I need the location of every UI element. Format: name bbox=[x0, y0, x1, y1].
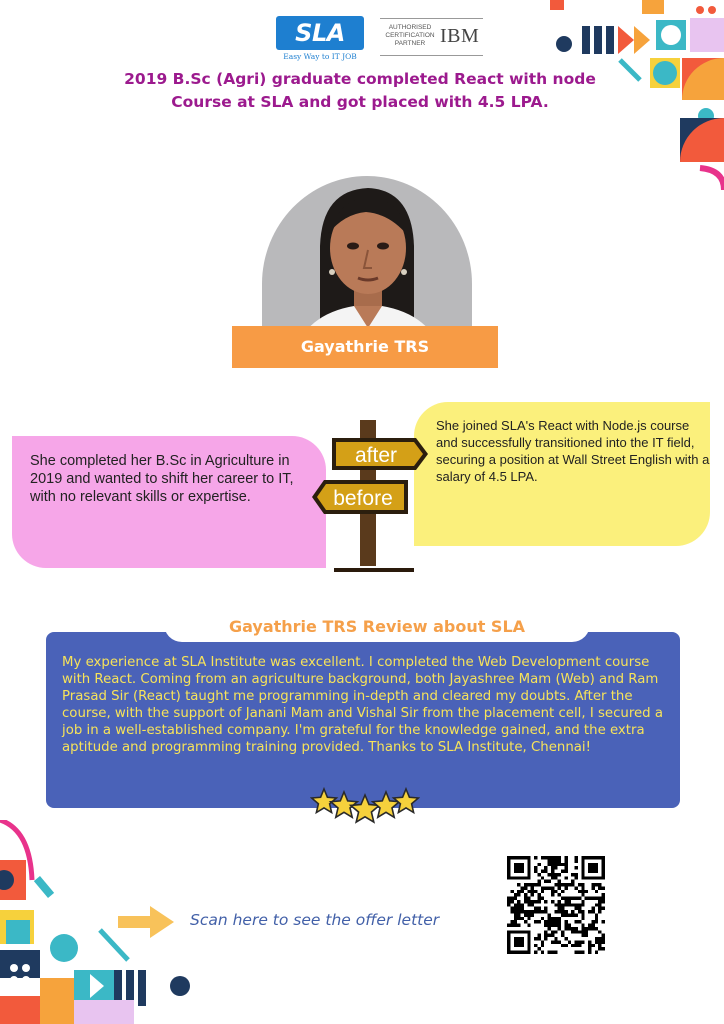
partner-divider-top bbox=[380, 18, 483, 19]
headline-line-1: 2019 B.Sc (Agri) graduate completed React with node bbox=[124, 70, 596, 88]
partner-divider-bottom bbox=[380, 55, 483, 56]
after-description: She joined SLA's React with Node.js course and successfully transitioned into the IT field, securing a position at Wall Street English with a salary of 4.5 LPA. bbox=[436, 418, 710, 484]
arrow-right-icon bbox=[116, 904, 176, 940]
partner-label-line: AUTHORISED bbox=[388, 24, 432, 31]
partner-label-line: PARTNER bbox=[394, 40, 426, 47]
star-icon bbox=[394, 789, 419, 813]
sla-logo bbox=[276, 16, 364, 60]
signpost-ground bbox=[334, 568, 408, 572]
scan-prompt: Scan here to see the offer letter bbox=[190, 911, 440, 929]
student-name: Gayathrie TRS bbox=[232, 326, 498, 368]
partner-label-line: CERTIFICATION bbox=[385, 32, 435, 39]
partner-label bbox=[380, 24, 440, 48]
after-sign-label: after bbox=[354, 444, 398, 467]
sla-logo-tagline: Easy Way to IT JOB bbox=[283, 52, 357, 61]
star-icon bbox=[373, 792, 400, 817]
sla-logo-mark: SLA bbox=[276, 16, 364, 50]
star-icon bbox=[351, 795, 380, 822]
ibm-logo: IBM bbox=[440, 25, 480, 47]
qr-code-icon[interactable] bbox=[507, 856, 605, 954]
signpost bbox=[312, 418, 432, 578]
rating-stars bbox=[310, 782, 420, 832]
headline bbox=[60, 68, 660, 114]
review-text: My experience at SLA Institute was excellent. I completed the Web Development course with React. Coming from an agriculture background, both Jayashree Mam (Web) and Ram Prasad Sir (React) taught me programming in-depth and cleared my doubts. After the course, with the support of Janani Mam and Vishal Sir from the placement cell, I secured a job in a well-established company. I'm grateful for the knowledge gained, and the extra aptitude and programming training provided. Thanks to SLA Institute, Chennai! bbox=[62, 655, 663, 755]
before-description: She completed her B.Sc in Agriculture in 2019 and wanted to shift her career to IT, with no relevant skills or expertise. bbox=[30, 453, 294, 505]
headline-line-2: Course at SLA and got placed with 4.5 LPA. bbox=[171, 93, 549, 111]
review-title: Gayathrie TRS Review about SLA bbox=[228, 617, 526, 636]
before-sign-label: before bbox=[333, 487, 393, 510]
